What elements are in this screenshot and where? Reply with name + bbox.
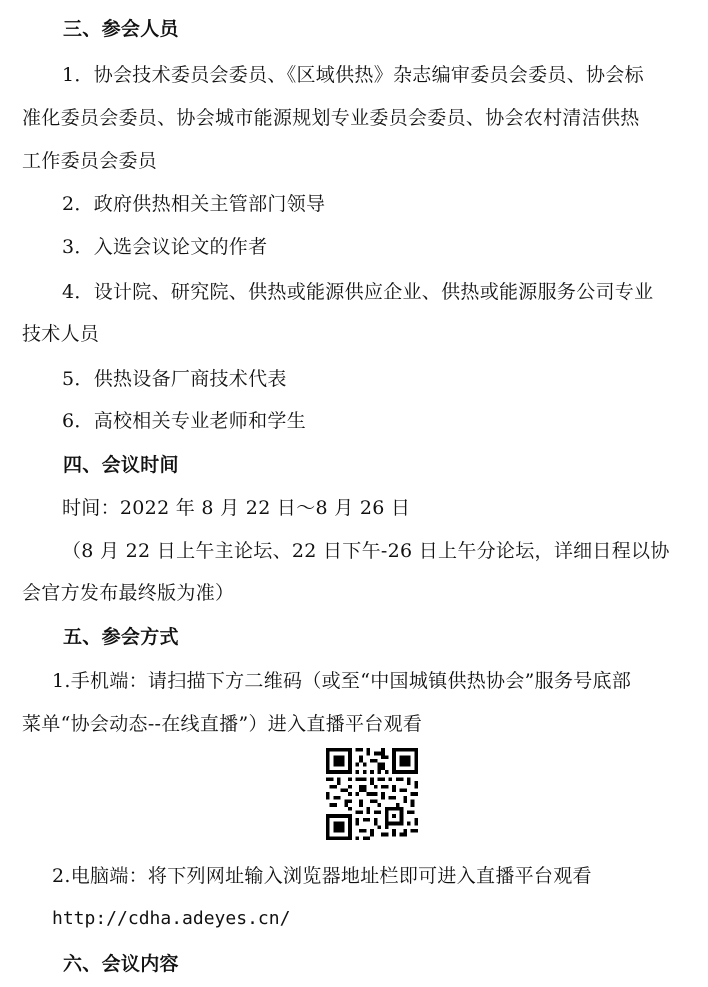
schedule-note: （8 月 22 日上午主论坛、22 日下午-26 日上午分论坛，详细日程以协 <box>62 540 670 562</box>
qr-code-icon[interactable] <box>326 748 418 840</box>
mobile-method: 1.手机端：请扫描下方二维码（或至“中国城镇供热协会”服务号底部 <box>52 670 632 692</box>
attendee-item-6: 6．高校相关专业老师和学生 <box>62 410 306 432</box>
pc-method: 2.电脑端：将下列网址输入浏览器地址栏即可进入直播平台观看 <box>52 865 592 887</box>
section-heading-time: 四、会议时间 <box>63 454 179 476</box>
attendee-item-1: 1．协会技术委员会委员、《区域供热》杂志编审委员会委员、协会标 <box>62 64 644 86</box>
attendee-item-2: 2．政府供热相关主管部门领导 <box>62 193 326 215</box>
attendee-item-4-cont: 技术人员 <box>22 323 100 345</box>
attendee-item-3: 3．入选会议论文的作者 <box>62 236 268 258</box>
section-heading-content: 六、会议内容 <box>63 953 179 975</box>
attendee-item-1-cont: 准化委员会委员、协会城市能源规划专业委员会委员、协会农村清洁供热 <box>22 107 640 129</box>
attendee-item-1-cont2: 工作委员会委员 <box>22 150 158 172</box>
section-heading-attendance-method: 五、参会方式 <box>63 626 179 648</box>
section-heading-attendees: 三、参会人员 <box>63 18 179 40</box>
schedule-note-cont: 会官方发布最终版为准） <box>22 582 235 604</box>
attendee-item-5: 5．供热设备厂商技术代表 <box>62 368 287 390</box>
livestream-url-link[interactable]: http://cdha.adeyes.cn/ <box>52 908 291 929</box>
attendee-item-4: 4．设计院、研究院、供热或能源供应企业、供热或能源服务公司专业 <box>62 281 654 303</box>
mobile-method-cont: 菜单“协会动态--在线直播”）进入直播平台观看 <box>22 713 423 735</box>
meeting-time: 时间：2022 年 8 月 22 日～8 月 26 日 <box>62 497 411 519</box>
